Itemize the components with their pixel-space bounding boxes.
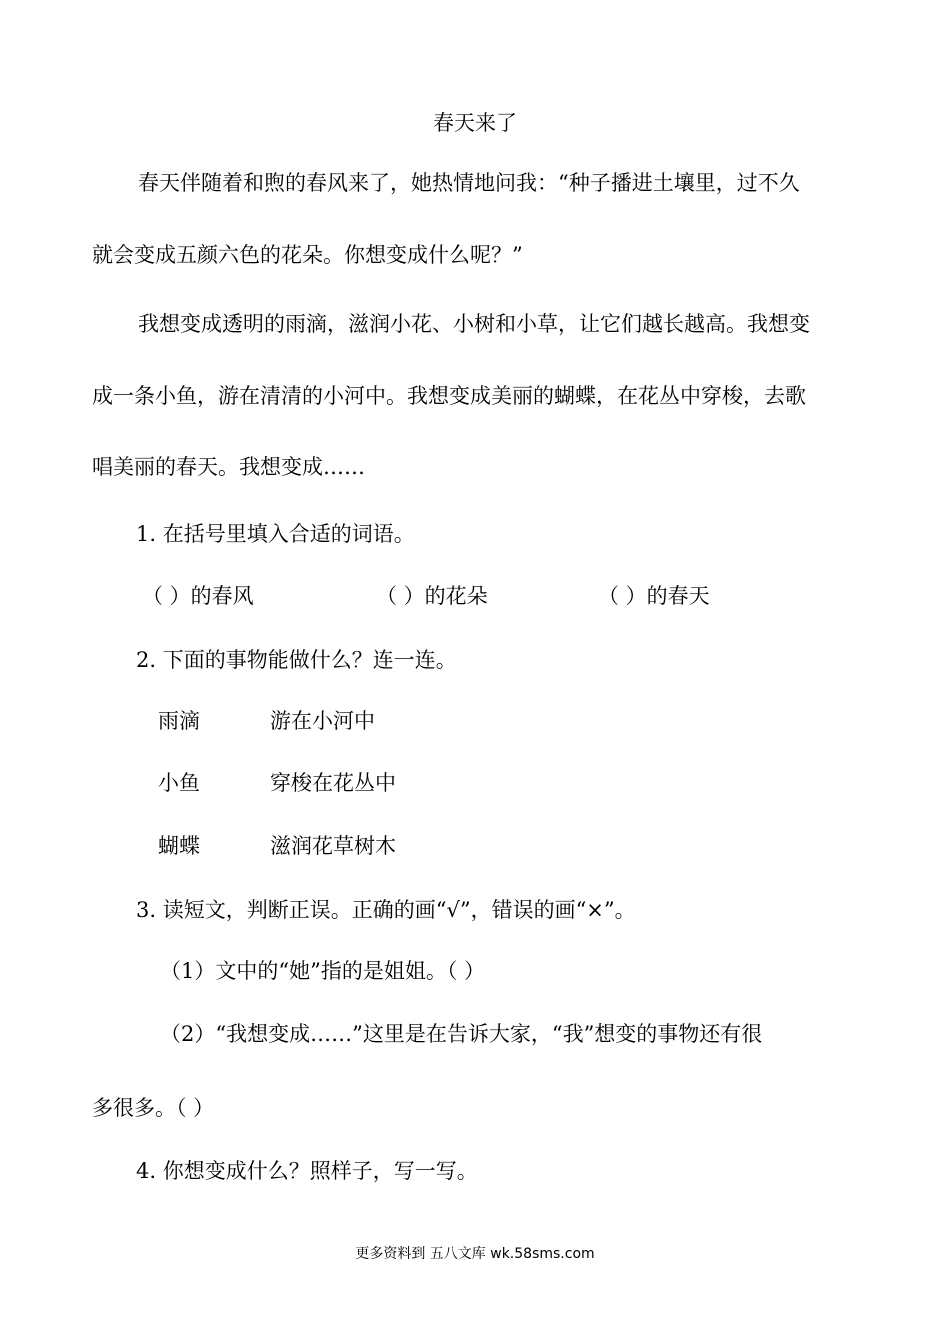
footer-source-link[interactable]: 更多资料到 五八文库 wk.58sms.com (355, 1246, 595, 1262)
match-right-shuttle[interactable]: 穿梭在花丛中 (270, 771, 396, 795)
match-left-butterfly[interactable]: 蝴蝶 (158, 834, 200, 858)
match-left-fish[interactable]: 小鱼 (158, 771, 200, 795)
question-3-item-2-line-1: （2）“我想变成……”这里是在告诉大家，“我”想变的事物还有很 (160, 1022, 763, 1046)
page-title: 春天来了 (433, 111, 517, 135)
question-3-item-1: （1）文中的“她”指的是姐姐。（ ） (160, 959, 486, 983)
blank-spring-breeze[interactable]: （ ）的春风 (142, 584, 254, 608)
question-1-prompt: 1. 在括号里填入合适的词语。 (136, 522, 415, 546)
blank-flowers[interactable]: （ ）的花朵 (376, 584, 488, 608)
matching-row-1 (0, 707, 950, 735)
matching-row-2 (0, 769, 950, 797)
question-1-blanks (0, 582, 950, 610)
passage-paragraph-1-line-1: 春天伴随着和煦的春风来了，她热情地问我：“种子播进土壤里，过不久 (138, 171, 800, 195)
match-left-raindrop[interactable]: 雨滴 (158, 709, 200, 733)
question-3-item-2-line-2: 多很多。（ ） (92, 1096, 215, 1120)
question-2-prompt: 2. 下面的事物能做什么？连一连。 (136, 648, 457, 672)
question-4-prompt: 4. 你想变成什么？照样子，写一写。 (136, 1159, 478, 1183)
passage-paragraph-1-line-2: 就会变成五颜六色的花朵。你想变成什么呢？” (92, 243, 523, 267)
passage-paragraph-2-line-1: 我想变成透明的雨滴，滋润小花、小树和小草，让它们越长越高。我想变 (138, 312, 810, 336)
question-3-prompt: 3. 读短文，判断正误。正确的画“√”，错误的画“×”。 (136, 898, 636, 922)
passage-paragraph-2-line-3: 唱美丽的春天。我想变成…… (92, 455, 365, 479)
match-right-nourish[interactable]: 滋润花草树木 (270, 834, 396, 858)
passage-paragraph-2-line-2: 成一条小鱼，游在清清的小河中。我想变成美丽的蝴蝶，在花丛中穿梭，去歌 (92, 384, 806, 408)
blank-spring[interactable]: （ ）的春天 (598, 584, 710, 608)
match-right-swim[interactable]: 游在小河中 (270, 709, 375, 733)
matching-row-3 (0, 832, 950, 860)
